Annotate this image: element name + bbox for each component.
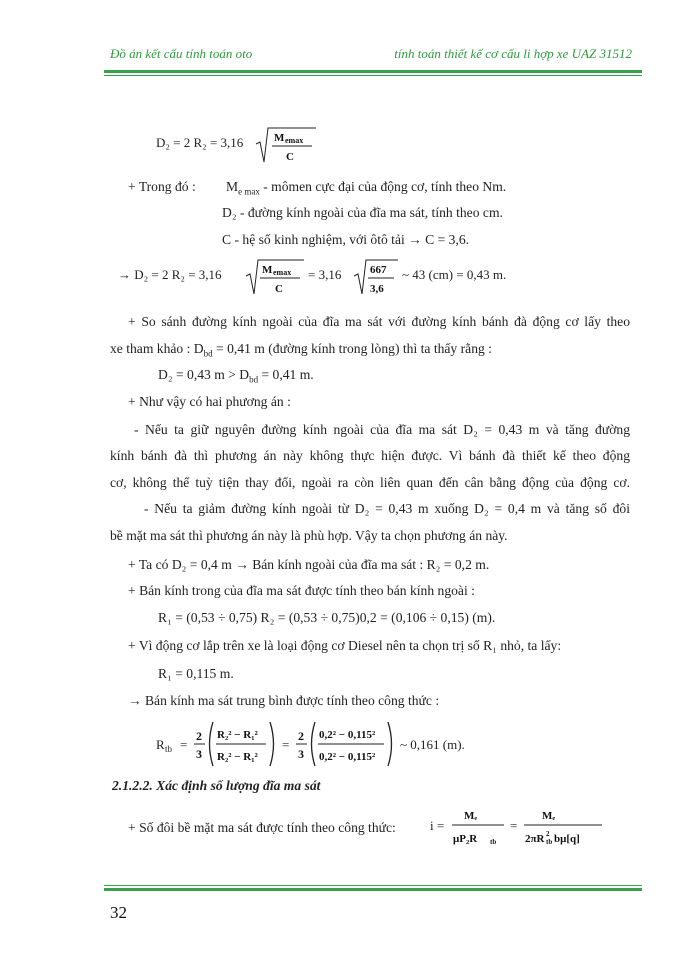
formula-d2-den: C [286,151,294,163]
formula-i-n1: Mₑ [464,810,478,822]
para-option2-2: bề mặt ma sát thì phương án này là phù hợp. Vậy ta chọn phương án này. [110,528,508,543]
para-compare-2 [110,340,492,363]
formula-rtb [156,716,516,772]
formula-i-d2-end: bμ[q] [554,833,580,845]
formula-rtb-lhs: R [156,737,165,752]
para-rtb-intro: → Bán kính ma sát trung bình được tính theo công thức : [128,693,440,708]
para-r1-range: R₁ = (0,53 ÷ 0,75) R₂ = (0,53 ÷ 0,75)0,2 = (0,106 ÷ 0,15) (m). [158,610,496,625]
def-d2: D₂ - đường kính ngoài của đĩa ma sát, tính theo cm. [222,205,503,220]
formula-d2 [156,122,336,166]
formula-i-d1: μP₂R [453,833,478,845]
para-r1-value: R₁ = 0,115 m. [158,666,234,681]
formula-d2-calc-num2: 667 [370,264,387,276]
para-compare-2a: xe tham khảo : D [110,341,204,356]
para-compare-1: + So sánh đường kính ngoài của đĩa ma sát với đường kính bánh đà động cơ lấy theo [128,314,630,329]
para-option1-1: - Nếu ta giữ nguyên đường kính ngoài của đĩa ma sát D₂ = 0,43 m và tăng đường [134,422,630,437]
formula-rtb-num: R₂² − R₁² [217,729,258,741]
def-memax-text: - mômen cực đại của động cơ, tính theo Nm. [259,179,507,194]
formula-i-lhs: i = [430,818,445,833]
formula-d2-calc-den: C [275,283,283,295]
formula-d2-calc-rhs: ~ 43 (cm) = 0,43 m. [402,267,507,282]
formula-rtb-eq2: = [282,737,290,752]
formula-i-d2: 2πR [525,833,545,845]
formula-d2-calc-lhs: → D₂ = 2 R₂ = 3,16 [118,267,222,282]
para-i-intro: + Số đôi bề mặt ma sát được tính theo công thức: [128,820,396,835]
para-option1-2: kính bánh đà thì phương án này không thực hiện được. Vì bánh đà thiết kế theo động [110,448,630,463]
where-label: + Trong đó : [128,179,196,194]
formula-d2-calc-den2: 3,6 [370,283,384,295]
formula-d2-calc-mid: = 3,16 [308,267,342,282]
header-right: tính toán thiết kế cơ cấu li hợp xe UAZ 31512 [394,46,632,61]
formula-i-d2-sup: 2 [546,830,550,838]
para-option1-3: cơ, không thể tuỳ tiện thay đổi, ngoài ra còn liên quan đến cân bằng động của động cơ. [110,475,630,490]
formula-rtb-num2: 0,2² − 0,115² [319,729,376,741]
para-r1-basis: + Bán kính trong của đĩa ma sát được tính theo bán kính ngoài : [128,583,475,598]
formula-rtb-3b: 3 [298,747,304,761]
para-compare-3-sub: bd [249,374,259,385]
formula-d2-calc-num-sub: emax [273,268,292,277]
section-heading: 2.1.2.2. Xác định số lượng đĩa ma sát [112,778,321,793]
para-option2-1: - Nếu ta giảm đường kính ngoài từ D₂ = 0,43 m xuống D₂ = 0,4 m và tăng số đôi [144,501,630,516]
formula-rtb-3: 3 [196,747,202,761]
formula-i [430,802,605,852]
formula-rtb-sub: tb [165,744,173,754]
para-compare-3b: = 0,41 m. [258,367,314,382]
formula-d2-calc [118,254,538,300]
formula-rtb-eq1: = [180,737,188,752]
para-compare-3a: D₂ = 0,43 m > D [158,367,250,382]
para-compare-3 [158,366,314,389]
page-number: 32 [110,903,127,922]
formula-i-eq: = [510,818,518,833]
header-rule-thin [104,75,642,76]
formula-i-d2-sub: tb [546,838,553,846]
header-rule-thick [104,70,642,73]
formula-d2-calc-num: M [262,264,273,276]
formula-rtb-2b: 2 [298,729,304,743]
para-compare-2-sub: bd [203,348,213,359]
para-compare-2b: = 0,41 m (đường kính trong lòng) thì ta thấy rằng : [212,341,492,356]
formula-i-n2: Mₑ [542,810,556,822]
para-options: + Như vậy có hai phương án : [128,394,291,409]
def-memax-sym: M [226,179,239,194]
para-diesel: + Vì động cơ lắp trên xe là loại động cơ Diesel nên ta chọn trị số R₁ nhỏ, ta lấy: [128,638,562,653]
formula-i-d1-sub: tb [490,838,497,846]
formula-d2-num-sub: emax [285,136,304,145]
formula-rtb-den2: 0,2² − 0,115² [319,751,376,763]
para-d2-choice: + Ta có D₂ = 0,4 m → Bán kính ngoài của đĩa ma sát : R₂ = 0,2 m. [128,557,490,572]
def-c: C - hệ số kinh nghiệm, với ôtô tải → C = 3,6. [222,232,470,247]
formula-rtb-2: 2 [196,729,202,743]
footer-rule-thick [104,888,642,891]
formula-rtb-rhs: ~ 0,161 (m). [400,737,465,752]
footer-rule-thin [104,885,642,886]
def-memax-sub: e max [238,186,260,197]
def-memax [226,178,506,201]
formula-d2-num: M [274,132,285,144]
formula-rtb-den: R₂² − R₁² [217,751,258,763]
formula-d2-lhs: D₂ = 2 R₂ = 3,16 [156,135,244,150]
header-left: Đồ án kết cấu tính toán oto [110,46,253,61]
